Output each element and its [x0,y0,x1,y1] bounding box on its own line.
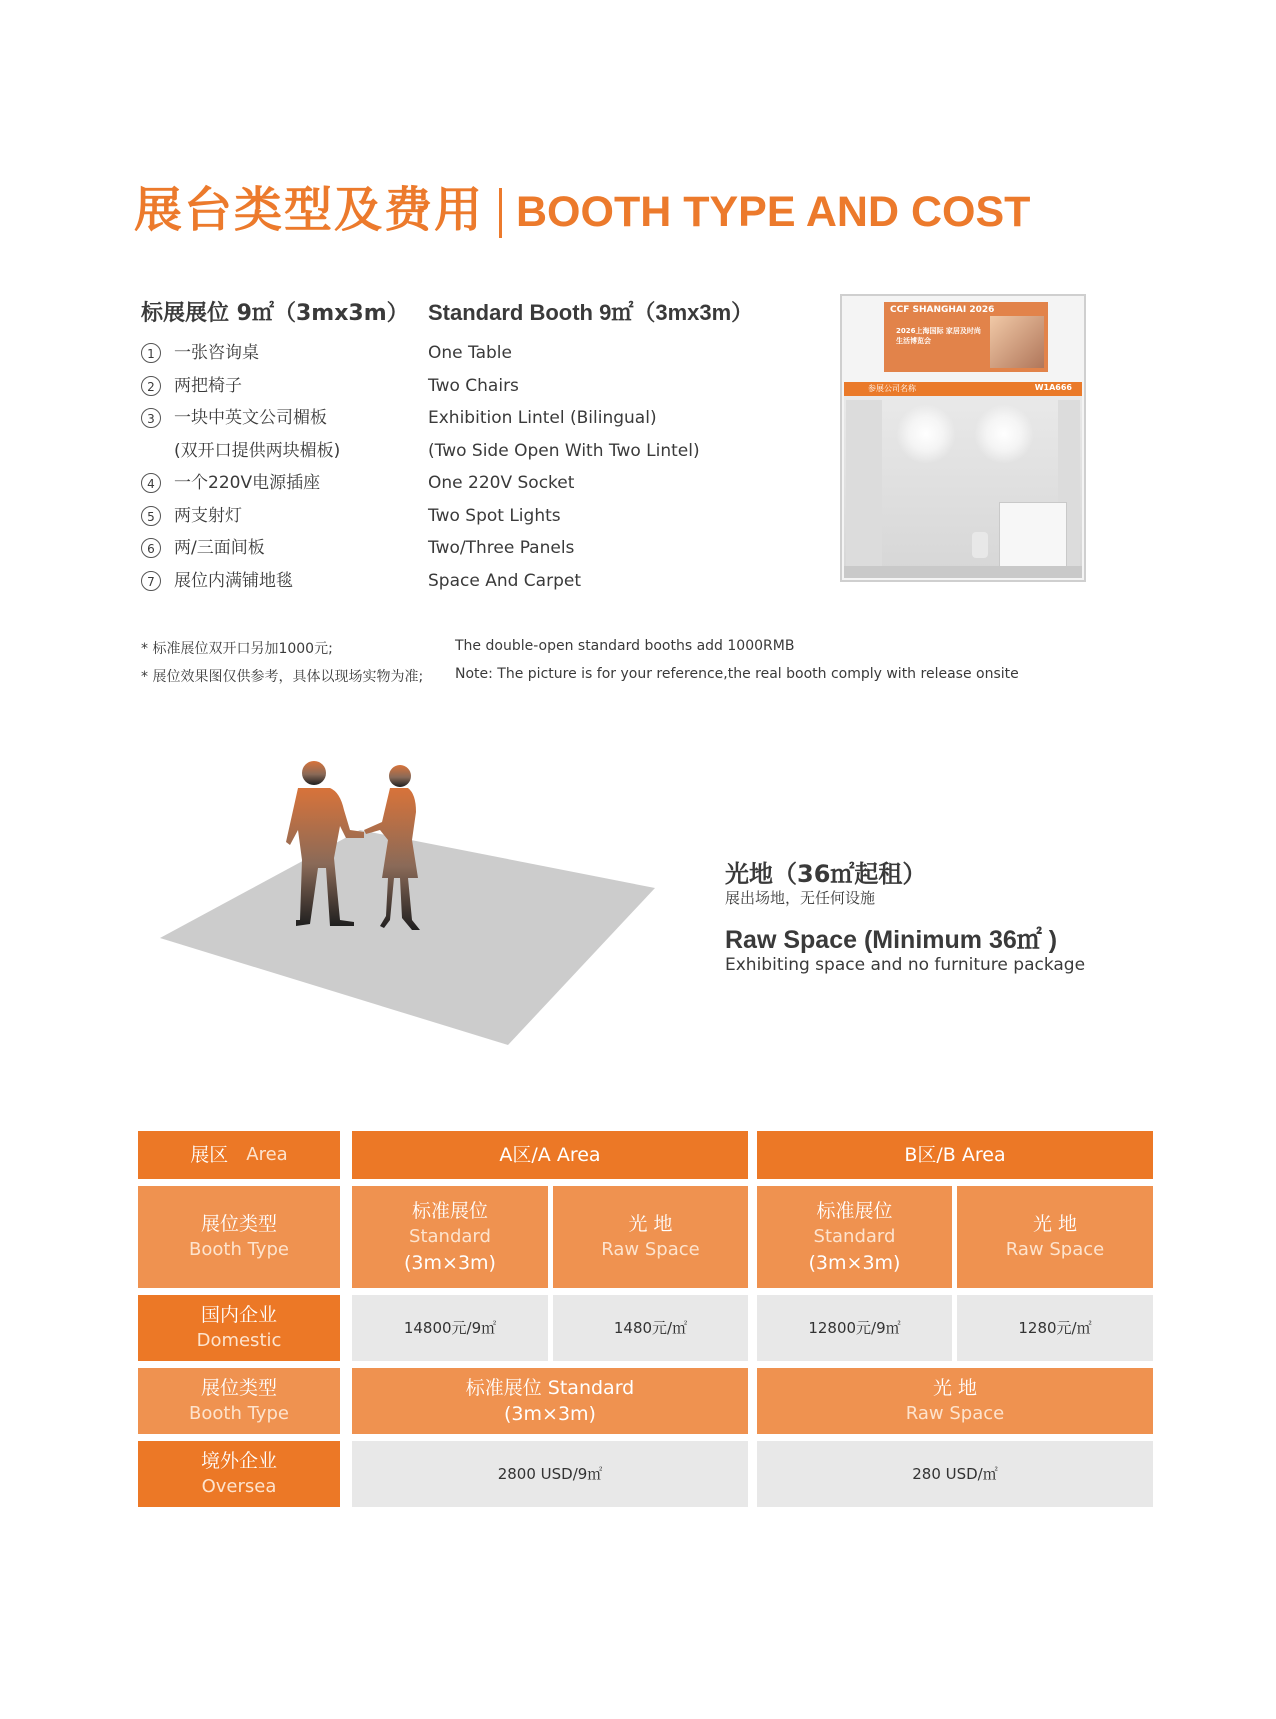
domestic-cn: 国内企业 [200,1304,277,1326]
note-cn: * 展位效果图仅供参考，具体以现场实物为准; [141,669,424,685]
standard-cn: 标准展位 [816,1200,893,1222]
item-label-cn: 一张咨询桌 [174,343,259,363]
item-number: 2 [141,376,161,396]
booth-type-en: Booth Type [189,1403,289,1424]
oversea-raw-price: 280 USD/㎡ [757,1441,1153,1507]
raw-space-desc-en: Exhibiting space and no furniture package [725,955,1086,975]
item-number: 1 [141,343,161,363]
standard-en: Standard [409,1226,491,1247]
raw-en: Raw Space [905,1403,1005,1424]
item-label-cn: 一块中英文公司楣板 [174,408,327,428]
note-cn: * 标准展位双开口另加1000元; [141,641,333,657]
booth-type-cn: 展位类型 [200,1377,277,1399]
item-label-en: One Table [428,343,512,363]
side-panel [846,400,882,568]
banner-subtitle: 2026上海国际 家居及时尚生活博览会 [896,327,981,345]
domestic-a-raw-price: 1480元/㎡ [553,1295,748,1361]
item-number: 5 [141,506,161,526]
item-label-cn: 一个220V电源插座 [174,473,321,493]
chair-icon [972,532,988,558]
title-divider [499,188,502,238]
note-en: Note: The picture is for your reference,the real booth comply with release onsite [455,666,1019,682]
domestic-b-raw-price: 1280元/㎡ [957,1295,1153,1361]
raw-cn: 光 地 [1032,1213,1078,1235]
booth-banner [884,302,1048,372]
booth-type-cn: 展位类型 [200,1213,277,1235]
a-standard-type-cell [352,1186,548,1288]
banner-photo [990,316,1044,368]
page-title-en: BOOTH TYPE AND COST [516,188,1031,236]
raw-en: Raw Space [1005,1239,1105,1260]
page-title-cn: 展台类型及费用 [134,182,485,238]
fascia-booth-number: W1A666 [1034,383,1072,392]
booth-room [844,396,1082,578]
standard-size: (3m×3m) [808,1252,901,1274]
oversea-standard-price: 2800 USD/9㎡ [352,1441,748,1507]
item-label-en: One 220V Socket [428,473,575,493]
raw-en: Raw Space [601,1239,700,1260]
area-label-cn: 展区 [190,1144,229,1166]
item-label-cn: 两把椅子 [174,376,242,396]
booth-type-en: Booth Type [189,1239,289,1260]
raw-cn: 光 地 [628,1213,673,1235]
area-label-en: Area [246,1144,288,1165]
item-number: 6 [141,538,161,558]
standard-booth-heading-en: Standard Booth 9㎡（3mx3m） [428,300,754,325]
a-raw-type-cell [553,1186,748,1288]
standard-booth-heading-cn: 标展展位 9㎡（3mx3m） [141,301,409,326]
item-label-cn: (双开口提供两块楣板) [174,441,341,461]
note-en: The double-open standard booths add 1000RMB [455,638,795,654]
banner-title: CCF SHANGHAI 2026 [890,305,995,315]
area-b-header: B区/B Area [757,1131,1153,1179]
b-standard-type-cell [757,1186,952,1288]
raw-space-desc-cn: 展出场地，无任何设施 [725,889,876,907]
oversea-en: Oversea [201,1476,277,1497]
item-label-cn: 两/三面间板 [174,538,265,558]
booth-floor [844,566,1082,578]
oversea-standard-size: (3m×3m) [504,1403,596,1425]
raw-space-heading-en: Raw Space (Minimum 36㎡ ) [725,926,1058,954]
standard-size: (3m×3m) [404,1252,496,1274]
item-label-cn: 两支射灯 [174,506,242,526]
raw-space-heading-cn: 光地（36㎡起租） [725,860,927,888]
spotlight-icon [896,404,956,464]
list-item [141,472,320,494]
item-label-en: Two/Three Panels [428,538,575,558]
area-a-header: A区/A Area [352,1131,748,1179]
oversea-raw-type-cell [757,1368,1153,1434]
raw-cn: 光 地 [932,1377,978,1399]
item-number: 4 [141,473,161,493]
domestic-label-cell [138,1295,340,1361]
item-label-en: (Two Side Open With Two Lintel) [428,441,700,461]
list-item [141,342,259,364]
table-icon [999,502,1067,572]
list-item [141,537,265,559]
domestic-b-standard-price: 12800元/9㎡ [757,1295,952,1361]
standard-en: Standard [813,1226,896,1247]
item-label-en: Two Spot Lights [428,506,561,526]
raw-space-illustration [150,750,670,1050]
item-label-en: Exhibition Lintel (Bilingual) [428,408,657,428]
booth-illustration [840,294,1086,582]
oversea-cn: 境外企业 [200,1450,277,1472]
oversea-label-cell [138,1441,340,1507]
item-label-en: Two Chairs [428,376,519,396]
item-number: 3 [141,408,161,428]
list-item [141,375,242,397]
booth-type-label-cell [138,1368,340,1434]
domestic-en: Domestic [196,1330,282,1351]
domestic-a-standard-price: 14800元/9㎡ [352,1295,548,1361]
item-number: 7 [141,571,161,591]
standard-cn: 标准展位 [411,1200,488,1222]
item-label-cn: 展位内满铺地毯 [174,571,293,591]
booth-type-label-cell [138,1186,340,1288]
booth-fascia [844,382,1082,396]
spotlight-icon [974,404,1034,464]
list-item [141,407,327,429]
area-header-cell [138,1131,340,1179]
b-raw-type-cell [957,1186,1153,1288]
fascia-company-name: 参展公司名称 [868,384,916,393]
list-item [141,505,242,527]
oversea-standard-label: 标准展位 Standard [465,1377,635,1399]
item-label-en: Space And Carpet [428,571,581,591]
oversea-standard-type-cell [352,1368,748,1434]
list-item [141,570,293,592]
